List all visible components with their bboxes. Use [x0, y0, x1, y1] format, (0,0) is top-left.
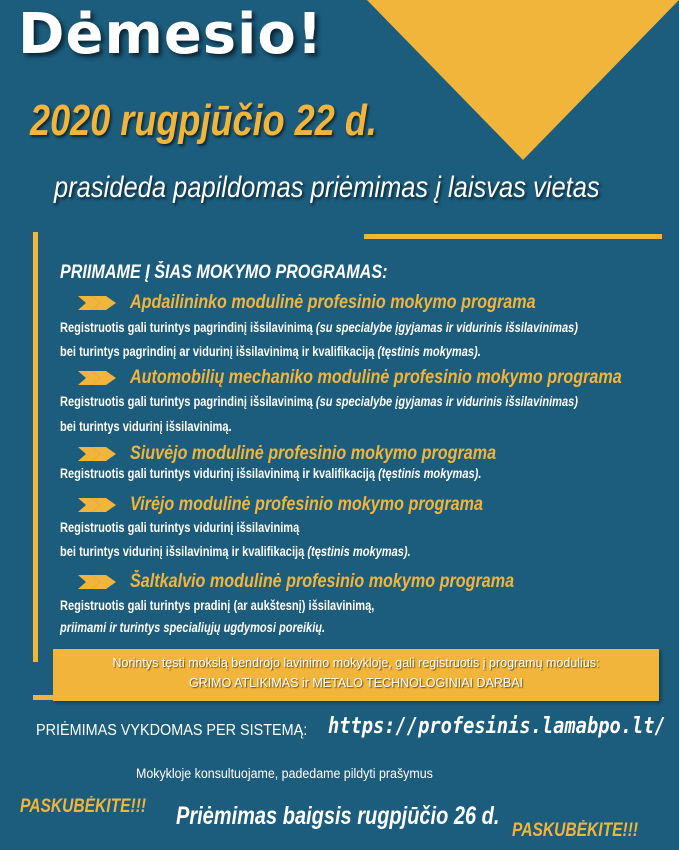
program-description-line: Registruotis gali turintys vidurinį išsilavinimą — [60, 520, 300, 535]
vertical-accent-bar — [33, 232, 38, 662]
program-title: Automobilių mechaniko modulinė profesinio mokymo programa — [130, 367, 622, 388]
program-description-line: priimami ir turintys specialiųjų ugdymosi poreikių. — [60, 620, 326, 635]
system-label: PRIĖMIMAS VYKDOMAS PER SISTEMĄ: — [36, 722, 308, 739]
subtitle: prasideda papildomas priėmimas į laisvas vietas — [54, 171, 600, 204]
program-title: Šaltkalvio modulinė profesinio mokymo programa — [130, 571, 515, 592]
program-description-line: Registruotis gali turintys pagrindinį išsilavinimą (su specialybe įgyjamas ir vidurinis išsilavinimas) — [60, 394, 579, 409]
program-description-line: bei turintys vidurinį išsilavinimą. — [60, 419, 232, 434]
chevron-arrow-icon — [78, 575, 116, 589]
notice-box — [53, 649, 659, 701]
chevron-arrow-icon — [78, 371, 116, 385]
chevron-arrow-icon — [78, 498, 116, 512]
programs-heading: PRIIMAME Į ŠIAS MOKYMO PROGRAMAS: — [60, 262, 388, 283]
registration-link[interactable]: https://profesinis.lamabpo.lt/ — [328, 714, 666, 739]
event-date: 2020 rugpjūčio 22 d. — [30, 96, 377, 145]
hurry-label-right: PASKUBĖKITE!!! — [512, 820, 639, 841]
yellow-triangle-decoration — [367, 0, 679, 160]
program-description-line: Registruotis gali turintys vidurinį išsilavinimą ir kvalifikaciją (tęstinis mokymas). — [60, 466, 482, 481]
notice-line-2: GRIMO ATLIKIMAS ir METALO TECHNOLOGINIAI DARBAI — [188, 676, 524, 690]
program-title: Apdailininko modulinė profesinio mokymo programa — [130, 292, 536, 313]
program-description-line: Registruotis gali turintys pradinį (ar aukštesnį) išsilavinimą, — [60, 598, 375, 613]
chevron-arrow-icon — [78, 447, 116, 461]
consultation-note: Mokykloje konsultuojame, padedame pildyti prašymus — [136, 766, 433, 781]
chevron-arrow-icon — [78, 296, 116, 310]
deadline: Priėmimas baigsis rugpjūčio 26 d. — [176, 802, 500, 830]
divider-top — [364, 234, 662, 239]
page-title: Dėmesio! — [18, 2, 324, 67]
notice-line-1: Norintys tęsti mokslą bendrojo lavinimo mokykloje, gali registruotis į programų modulius: — [112, 656, 600, 670]
program-description-line: Registruotis gali turintys pagrindinį išsilavinimą (su specialybe įgyjamas ir vidurinis išsilavinimas) — [60, 320, 579, 335]
hurry-label-left: PASKUBĖKITE!!! — [20, 796, 147, 817]
program-title: Siuvėjo modulinė profesinio mokymo programa — [130, 443, 497, 464]
program-description-line: bei turintys pagrindinį ar vidurinį išsilavinimą ir kvalifikaciją (tęstinis mokymas). — [60, 344, 481, 359]
program-title: Virėjo modulinė profesinio mokymo programa — [130, 494, 483, 515]
program-description-line: bei turintys vidurinį išsilavinimą ir kvalifikaciją (tęstinis mokymas). — [60, 544, 411, 559]
